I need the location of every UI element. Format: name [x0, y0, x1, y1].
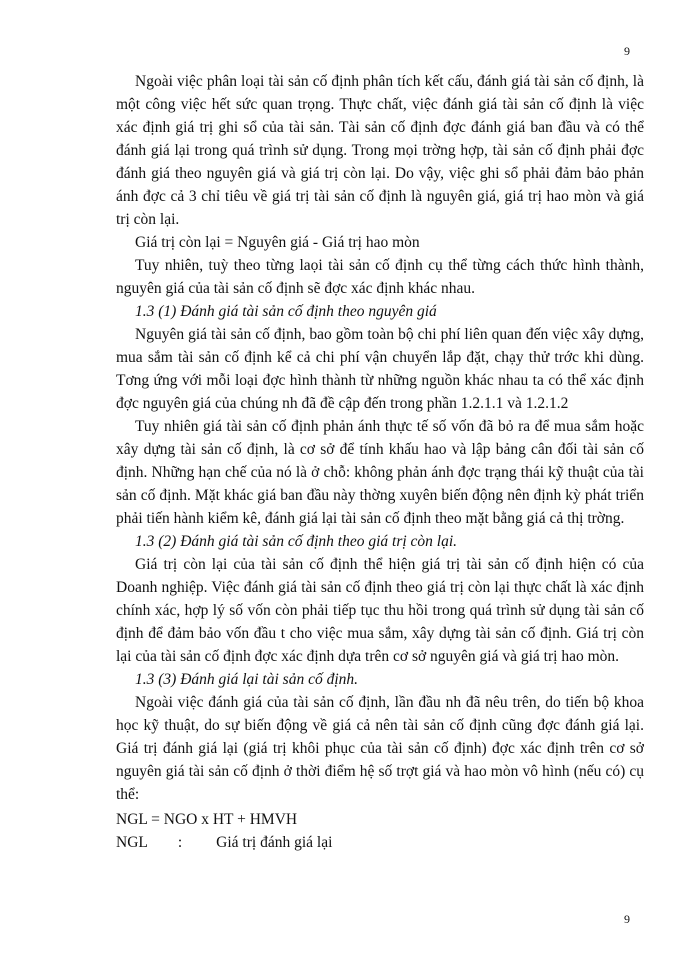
formula-separator: : [177, 834, 183, 851]
page-number-top: 9 [624, 44, 630, 58]
paragraph: Tuy nhiên, tuỳ theo từng laọi tài sản cố định cụ thể từng cách thức hình thành, nguyên giá của tài sản cố định sẽ đợc xác định khác nhau. [116, 257, 644, 297]
section-heading: 1.3 (1) Đánh giá tài sản cố định theo nguyên giá [135, 303, 437, 320]
document-body [116, 70, 644, 854]
paragraph: Ngoài việc đánh giá của tài sản cố định, lần đầu nh đã nêu trên, do tiến bộ khoa học kỹ thuật, do sự biến động về giá cả nên tài sản cố định cũng đợc đánh giá lại. Giá trị đánh giá lại (giá trị khôi phục của tài sản cố định) đợc xác định trên cơ sở nguyên giá tài sản cố định ở thời điểm hệ số trợt giá và hao mòn vô hình (nếu có) cụ thể: [116, 694, 644, 803]
paragraph: Giá trị còn lại = Nguyên giá - Giá trị hao mòn [135, 234, 420, 251]
paragraph: Nguyên giá tài sản cố định, bao gồm toàn bộ chi phí liên quan đến việc xây dựng, mua sắm tài sản cố định kể cả chi phí vận chuyển lắp đặt, chạy thử trớc khi dùng. Tơng ứng với mỗi loại đợc hình thành từ những nguồn khác nhau ta có thể xác định đợc nguyên giá của chúng nh đã đề cập đến trong phần 1.2.1.1 và 1.2.1.2 [116, 326, 644, 412]
paragraph: Tuy nhiên giá tài sản cố định phản ánh thực tế số vốn đã bỏ ra để mua sắm hoặc xây dựng tài sản cố định, là cơ sở để tính khấu hao và lập bảng cân đối tài sản cố định. Những hạn chế của nó là ở chỗ: không phản ánh đợc trạng thái kỹ thuật của tài sản cố định. Mặt khác giá ban đầu này thờng xuyên biến động nên định kỳ phát triển phải tiến hành kiểm kê, đánh giá lại tài sản cố định theo mặt bằng giá cả thị trờng. [116, 418, 644, 527]
formula-term: NGL [116, 834, 148, 851]
section-heading: 1.3 (2) Đánh giá tài sản cố định theo giá trị còn lại. [135, 533, 458, 550]
formula-description: Giá trị đánh giá lại [216, 834, 333, 851]
paragraph: Ngoài việc phân loại tài sản cố định phân tích kết cấu, đánh giá tài sản cố định, là một công việc hết sức quan trọng. Thực chất, việc đánh giá tài sản cố định là việc xác định giá trị ghi sổ của tài sản. Tài sản cố định đợc đánh giá ban đầu và có thể đánh giá lại trong quá trình sử dụng. Trong mọi trờng hợp, tài sản cố định phải đợc đánh giá theo nguyên giá và giá trị còn lại. Do vậy, việc ghi sổ phải đảm bảo phản ánh đợc cả 3 chỉ tiêu về giá trị tài sản cố định là nguyên giá, giá trị hao mòn và giá trị còn lại. [116, 73, 644, 228]
formula: NGL = NGO x HT + HMVH [116, 811, 298, 828]
page-number-bottom: 9 [624, 912, 630, 926]
section-heading: 1.3 (3) Đánh giá lại tài sản cố định. [135, 671, 359, 688]
formula-definition [116, 831, 644, 854]
paragraph: Giá trị còn lại của tài sản cố định thể hiện giá trị tài sản cố định hiện có của Doanh nghiệp. Việc đánh giá tài sản cố định theo giá trị còn lại thực chất là xác định chính xác, hợp lý số vốn còn phải tiếp tục thu hồi trong quá trình sử dụng tài sản cố định để đảm bảo vốn đầu t cho việc mua sắm, xây dựng tài sản cố định. Giá trị còn lại của tài sản cố định đợc xác định dựa trên cơ sở nguyên giá và giá trị hao mòn. [116, 556, 644, 665]
